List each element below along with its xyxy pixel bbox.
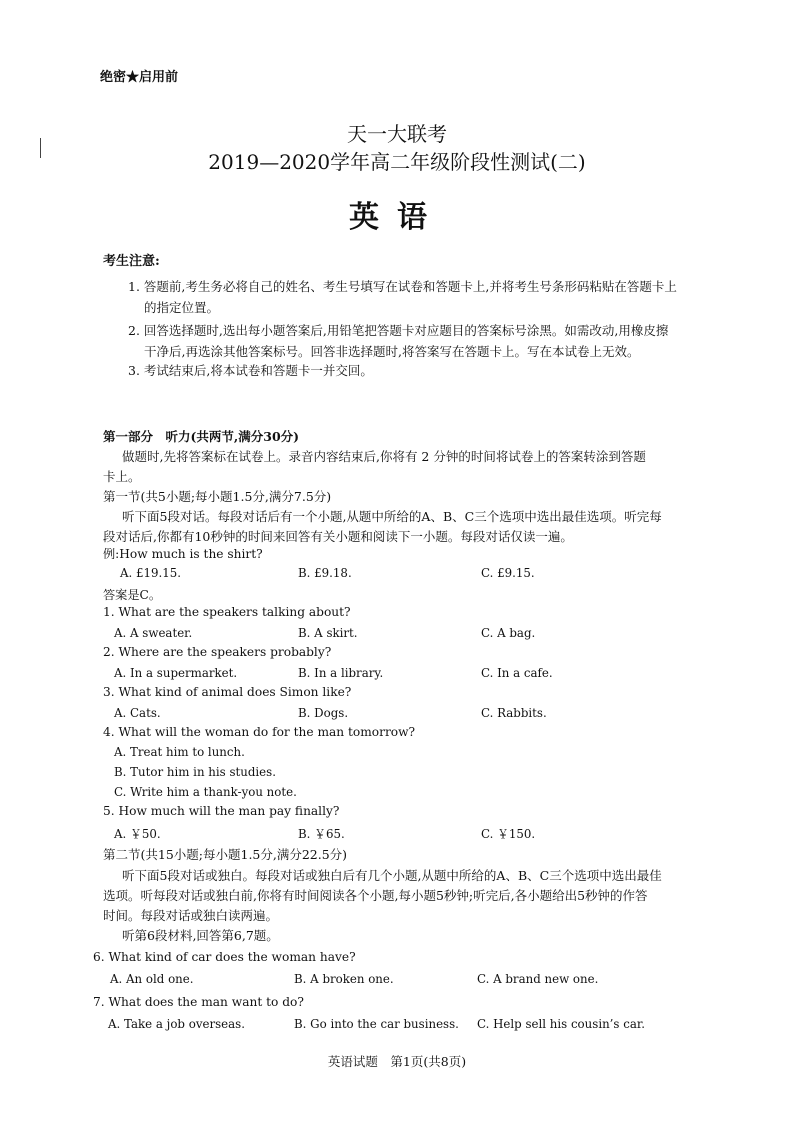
- question-6-option-b: B. A broken one.: [294, 972, 394, 986]
- question-3-option-a: A. Cats.: [114, 706, 161, 720]
- confidential-label: 绝密★启用前: [100, 70, 179, 85]
- question-4: 4. What will the woman do for the man tomorrow?: [103, 725, 416, 739]
- question-7-option-c: C. Help sell his cousin’s car.: [477, 1017, 645, 1031]
- question-2-option-b: B. In a library.: [298, 666, 384, 680]
- section1-intro-line1: 听下面5段对话。每段对话后有一个小题,从题中所给的A、B、C三个选项中选出最佳选项。听完每: [122, 509, 662, 524]
- part1-intro-line2: 卡上。: [103, 469, 141, 484]
- question-3-option-c: C. Rabbits.: [481, 706, 547, 720]
- section2-intro-line3: 时间。每段对话或独白读两遍。: [103, 908, 279, 923]
- question-1-option-a: A. A sweater.: [114, 626, 193, 640]
- question-4-option-c: C. Write him a thank-you note.: [114, 785, 297, 799]
- example-option-b: B. £9.18.: [298, 566, 352, 580]
- example-answer: 答案是C。: [103, 588, 162, 602]
- question-3-option-b: B. Dogs.: [298, 706, 349, 720]
- note-2-line1: 2. 回答选择题时,选出每小题答案后,用铅笔把答题卡对应题目的答案标号涂黑。如需改动,用橡皮擦: [128, 323, 669, 338]
- question-7-option-b: B. Go into the car business.: [294, 1017, 459, 1031]
- section1-intro-line2: 段对话后,你都有10秒钟的时间来回答有关小题和阅读下一小题。每段对话仅读一遍。: [103, 529, 573, 544]
- question-3: 3. What kind of animal does Simon like?: [103, 685, 352, 699]
- question-5: 5. How much will the man pay finally?: [103, 804, 340, 818]
- question-7: 7. What does the man want to do?: [93, 995, 304, 1009]
- note-3: 3. 考试结束后,将本试卷和答题卡一并交回。: [128, 363, 373, 378]
- example-option-c: C. £9.15.: [481, 566, 535, 580]
- notes-heading: 考生注意:: [103, 254, 160, 269]
- question-6-option-a: A. An old one.: [110, 972, 194, 986]
- part1-intro-line1: 做题时,先将答案标在试卷上。录音内容结束后,你将有 2 分钟的时间将试卷上的答案转涂到答题: [122, 449, 646, 464]
- note-2-line2: 干净后,再选涂其他答案标号。回答非选择题时,将答案写在答题卡上。写在本试卷上无效。: [144, 344, 640, 359]
- note-1-line2: 的指定位置。: [144, 300, 220, 315]
- page-footer: 英语试题 第1页(共8页): [327, 1054, 467, 1069]
- question-4-option-b: B. Tutor him in his studies.: [114, 765, 276, 779]
- question-1-option-b: B. A skirt.: [298, 626, 358, 640]
- example-question: 例:How much is the shirt?: [103, 547, 263, 561]
- question-5-option-a: A. ￥50.: [114, 827, 161, 841]
- material-6-instruction: 听第6段材料,回答第6,7题。: [122, 928, 279, 943]
- question-1: 1. What are the speakers talking about?: [103, 605, 351, 619]
- section2-title: 第二节(共15小题;每小题1.5分,满分22.5分): [103, 847, 348, 862]
- question-2-option-a: A. In a supermarket.: [114, 666, 238, 680]
- section1-title: 第一节(共5小题;每小题1.5分,满分7.5分): [103, 489, 332, 504]
- question-5-option-b: B. ￥65.: [298, 827, 345, 841]
- exam-title: 2019—2020学年高二年级阶段性测试(二): [208, 150, 586, 174]
- question-6: 6. What kind of car does the woman have?: [93, 950, 356, 964]
- part1-title: 第一部分 听力(共两节,满分30分): [103, 429, 300, 444]
- section2-intro-line2: 选项。听每段对话或独白前,你将有时间阅读各个小题,每小题5秒钟;听完后,各小题给出5秒钟的作答: [103, 888, 648, 903]
- organizer-title: 天一大联考: [347, 122, 447, 146]
- question-7-option-a: A. Take a job overseas.: [108, 1017, 245, 1031]
- note-1-line1: 1. 答题前,考生务必将自己的姓名、考生号填写在试卷和答题卡上,并将考生号条形码粘贴在答题卡上: [128, 279, 677, 294]
- example-option-a: A. £19.15.: [120, 566, 182, 580]
- question-4-option-a: A. Treat him to lunch.: [114, 745, 245, 759]
- question-6-option-c: C. A brand new one.: [477, 972, 599, 986]
- question-2-option-c: C. In a cafe.: [481, 666, 553, 680]
- question-5-option-c: C. ￥150.: [481, 827, 536, 841]
- section2-intro-line1: 听下面5段对话或独白。每段对话或独白后有几个小题,从题中所给的A、B、C三个选项中选出最佳: [122, 868, 662, 883]
- subject-title: 英语: [349, 200, 445, 235]
- question-2: 2. Where are the speakers probably?: [103, 645, 332, 659]
- question-1-option-c: C. A bag.: [481, 626, 536, 640]
